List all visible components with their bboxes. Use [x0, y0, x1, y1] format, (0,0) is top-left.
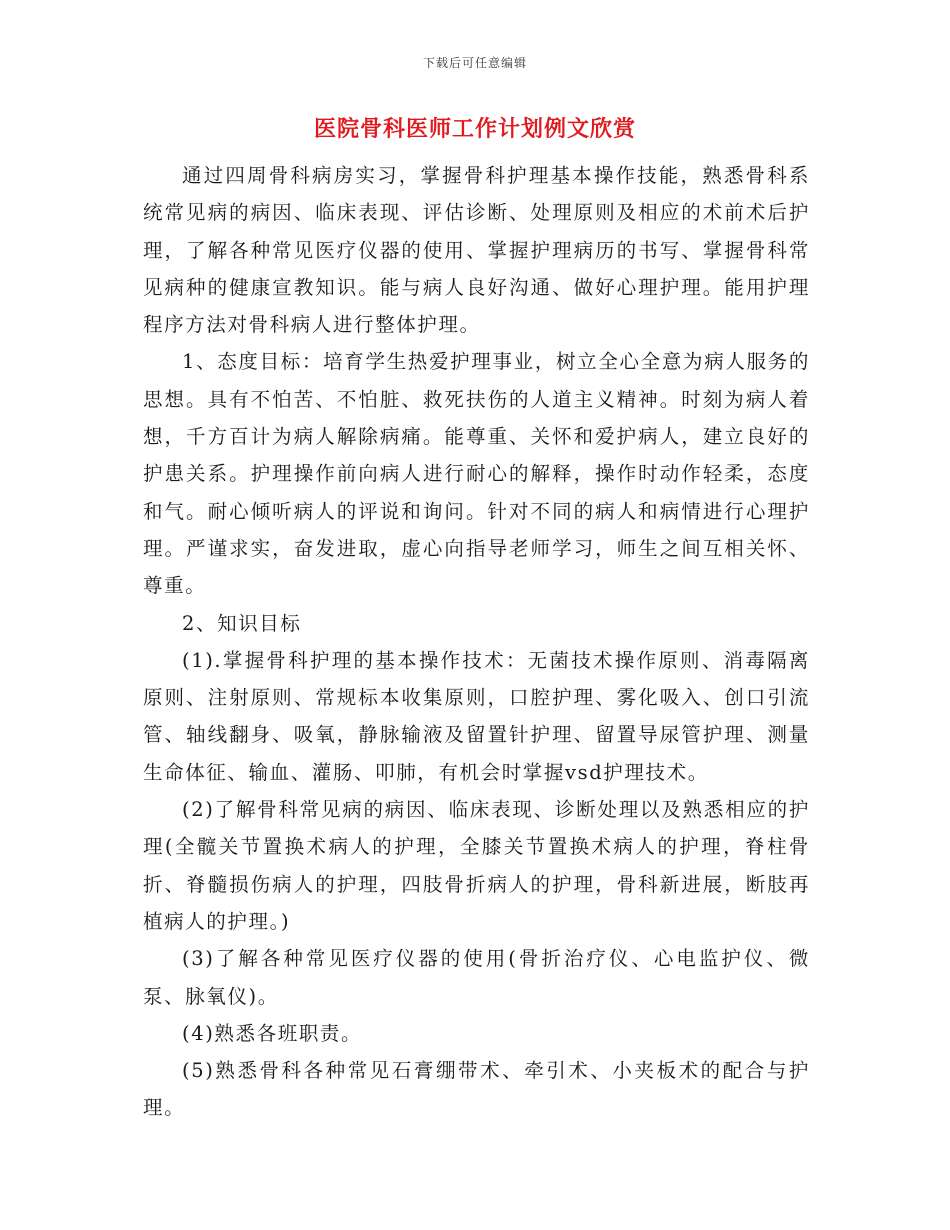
- paragraph-attitude-goal: 1、态度目标：培育学生热爱护理事业，树立全心全意为病人服务的思想。具有不怕苦、不怕脏、救死扶伤的人道主义精神。时刻为病人着想，千方百计为病人解除病痛。能尊重、关怀和爱护病人，建立良好的护患关系。护理操作前向病人进行耐心的解释，操作时动作轻柔，态度和气。耐心倾听病人的评说和询问。针对不同的病人和病情进行心理护理。严谨求实，奋发进取，虚心向指导老师学习，师生之间互相关怀、尊重。: [143, 350, 810, 598]
- paragraph-intro: 通过四周骨科病房实习，掌握骨科护理基本操作技能，熟悉骨科系统常见病的病因、临床表现、评估诊断、处理原则及相应的术前术后护理，了解各种常见医疗仪器的使用、掌握护理病历的书写、掌握骨科常见病种的健康宣教知识。能与病人良好沟通、做好心理护理。能用护理程序方法对骨科病人进行整体护理。: [143, 164, 810, 337]
- document-body: [143, 157, 810, 1127]
- paragraph-knowledge-item-3: (3)了解各种常见医疗仪器的使用(骨折治疗仪、心电监护仪、微泵、脉氧仪)。: [143, 947, 810, 1008]
- header-note: 下载后可任意编辑: [422, 56, 527, 70]
- paragraph-knowledge-item-4: (4)熟悉各班职责。: [182, 1021, 363, 1045]
- document-title: 医院骨科医师工作计划例文欣赏: [313, 116, 636, 142]
- paragraph-knowledge-goal-heading: 2、知识目标: [182, 611, 302, 635]
- paragraph-knowledge-item-2: (2)了解骨科常见病的病因、临床表现、诊断处理以及熟悉相应的护理(全髋关节置换术病人的护理，全膝关节置换术病人的护理，脊柱骨折、脊髓损伤病人的护理，四肢骨折病人的护理，骨科新进展，断肢再植病人的护理。): [143, 798, 810, 933]
- paragraph-knowledge-item-1: (1).掌握骨科护理的基本操作技术：无菌技术操作原则、消毒隔离原则、注射原则、常规标本收集原则，口腔护理、雾化吸入、创口引流管、轴线翻身、吸氧，静脉输液及留置针护理、留置导尿管护理、测量生命体征、输血、灌肠、叩肺，有机会时掌握vsd护理技术。: [143, 648, 810, 784]
- paragraph-knowledge-item-5: (5)熟悉骨科各种常见石膏绷带术、牵引术、小夹板术的配合与护理。: [143, 1059, 810, 1120]
